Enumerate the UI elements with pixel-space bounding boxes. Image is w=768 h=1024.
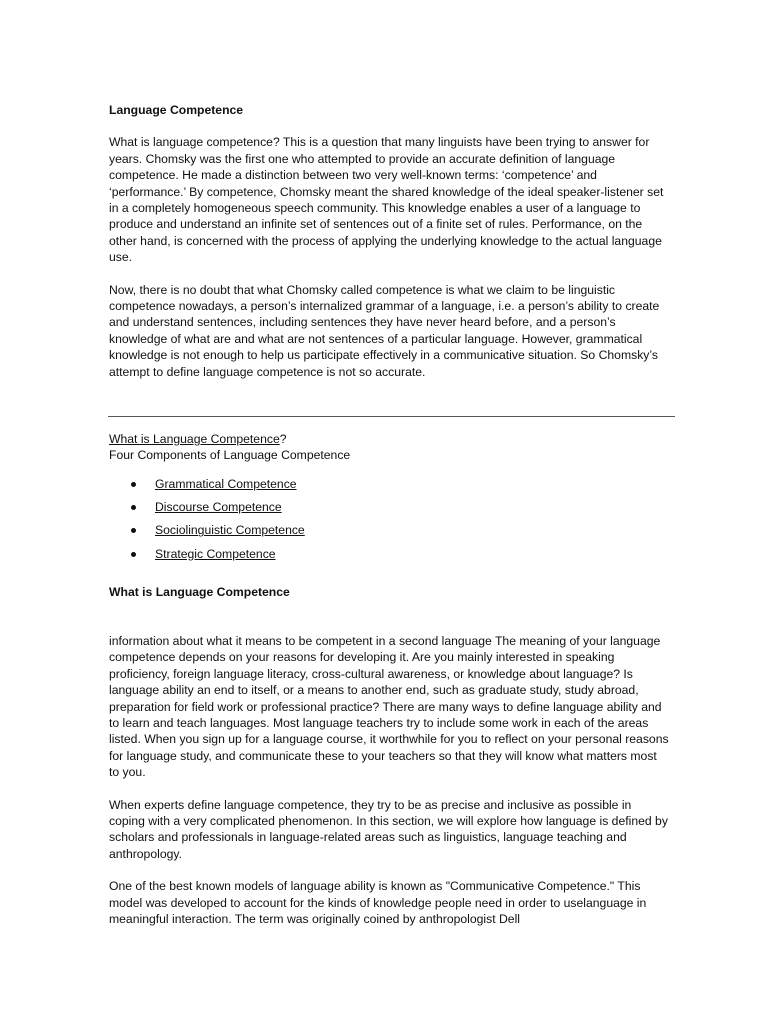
list-item	[109, 522, 669, 545]
list-item	[109, 499, 669, 522]
body-paragraph-3: One of the best known models of language ability is known as "Communicative Competence." This model was developed to account for the kinds of knowledge people need in order to uselanguage in meaningful interaction. The term was originally coined by anthropologist Dell	[109, 879, 647, 927]
body-paragraph-1: information about what it means to be competent in a second language The meaning of your language competence depends on your reasons for developing it. Are you mainly interested in speaking proficiency, foreign language literacy, cross-cultural awareness, or knowledge about language? Is language ability an end to itself, or a means to another end, such as graduate study, study abroad, preparation for field work or professional practice? There are many ways to define language ability and to learn and teach languages. Most language teachers try to include some work in each of the areas listed. When you sign up for a language course, it worthwhile for you to reflect on your personal reasons for language study, and communicate these to your teachers so that they will know what matters most to you.	[109, 634, 669, 780]
sociolinguistic-competence-link[interactable]: Sociolinguistic Competence	[155, 523, 305, 538]
components-section	[109, 431, 669, 569]
components-subtitle: Four Components of Language Competence	[109, 448, 351, 463]
grammatical-competence-link[interactable]: Grammatical Competence	[155, 476, 297, 491]
bullet-icon	[131, 505, 136, 510]
strategic-competence-link[interactable]: Strategic Competence	[155, 546, 276, 561]
intro-paragraph-1: What is language competence? This is a question that many linguists have been trying to answer for years. Chomsky was the first one who attempted to provide an accurate definition of language competence. He made a distinction between two very well-known terms: ‘competence’ and ‘performance.’ By competence, Chomsky meant the shared knowledge of the ideal speaker-listener set in a completely homogeneous speech community. This knowledge enables a user of a language to produce and understand an infinite set of sentences out of a finite set of rules. Performance, on the other hand, is concerned with the process of applying the underlying knowledge to the actual language use.	[109, 135, 664, 265]
section-heading: What is Language Competence	[109, 585, 290, 599]
document-title: Language Competence	[109, 103, 244, 117]
title-question-mark: ?	[279, 432, 287, 446]
bullet-icon	[131, 482, 136, 487]
body-section	[109, 633, 669, 944]
section-heading-block	[109, 584, 669, 616]
list-item	[109, 546, 669, 569]
document-intro	[109, 102, 669, 396]
intro-paragraph-2: Now, there is no doubt that what Chomsky called competence is what we claim to be linguistic competence nowadays, a person’s internalized grammar of a language, i.e. a person’s ability to create and understand sentences, including sentences they have never heard before, and a person’s knowledge of what are and what are not sentences of a particular language. However, grammatical knowledge is not enough to help us participate effectively in a communicative situation. So Chomsky’s attempt to define language competence is not so accurate.	[109, 282, 660, 379]
components-list	[109, 476, 669, 569]
body-paragraph-2: When experts define language competence, they try to be as precise and inclusive as possible in coping with a very complicated phenomenon. In this section, we will explore how language is defined by scholars and professionals in language-related areas such as linguistics, language teaching and anthropology.	[109, 797, 668, 861]
list-item	[109, 476, 669, 499]
language-competence-link[interactable]: What is Language Competence	[109, 432, 280, 446]
bullet-icon	[131, 552, 136, 557]
discourse-competence-link[interactable]: Discourse Competence	[155, 500, 282, 515]
horizontal-divider	[108, 416, 675, 417]
bullet-icon	[131, 528, 136, 533]
components-title	[109, 431, 669, 447]
